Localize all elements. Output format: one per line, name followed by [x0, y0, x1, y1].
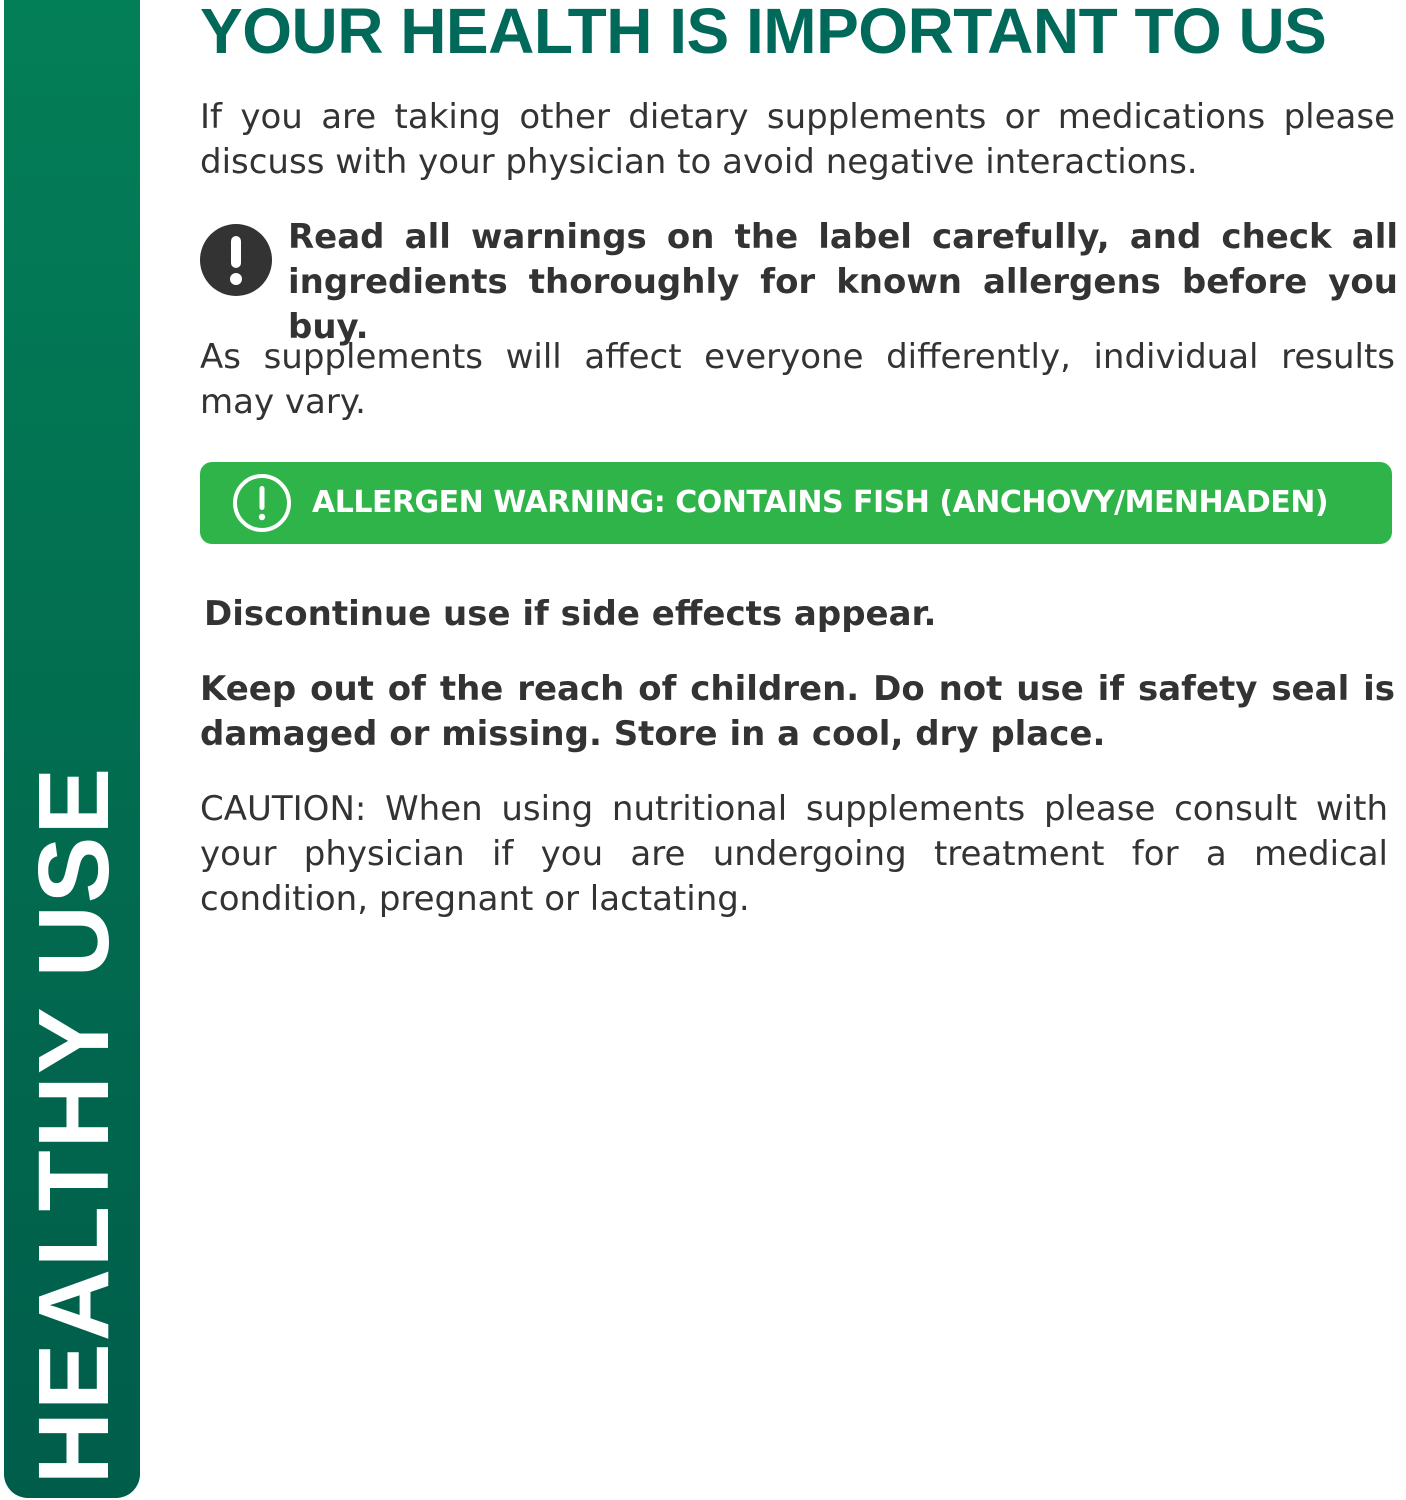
page-title: YOUR HEALTH IS IMPORTANT TO US — [200, 0, 1327, 67]
discontinue-paragraph: Discontinue use if side effects appear. — [204, 594, 937, 634]
side-banner-label: HEALTHY USE — [18, 765, 130, 1485]
caution-paragraph: CAUTION: When using nutritional supplements please consult with your physician if you are undergoing treatment for a medical condition, pregnant or lactating. — [200, 789, 1388, 919]
side-banner — [4, 0, 140, 1498]
label-warning — [200, 215, 1400, 347]
warning-text: Read all warnings on the label carefully, and check all ingredients thoroughly for known allergens before you buy. — [288, 217, 1398, 347]
exclamation-circle-icon — [200, 224, 272, 296]
allergen-banner — [200, 462, 1392, 544]
exclamation-ring-icon — [232, 473, 292, 533]
keep-out-paragraph: Keep out of the reach of children. Do not use if safety seal is damaged or missing. Store in a cool, dry place. — [200, 669, 1395, 754]
results-paragraph: As supplements will affect everyone differently, individual results may vary. — [200, 337, 1395, 422]
intro-paragraph: If you are taking other dietary supplements or medications please discuss with your physician to avoid negative interactions. — [200, 97, 1395, 182]
allergen-text: ALLERGEN WARNING: CONTAINS FISH (ANCHOVY/MENHADEN) — [312, 485, 1329, 520]
